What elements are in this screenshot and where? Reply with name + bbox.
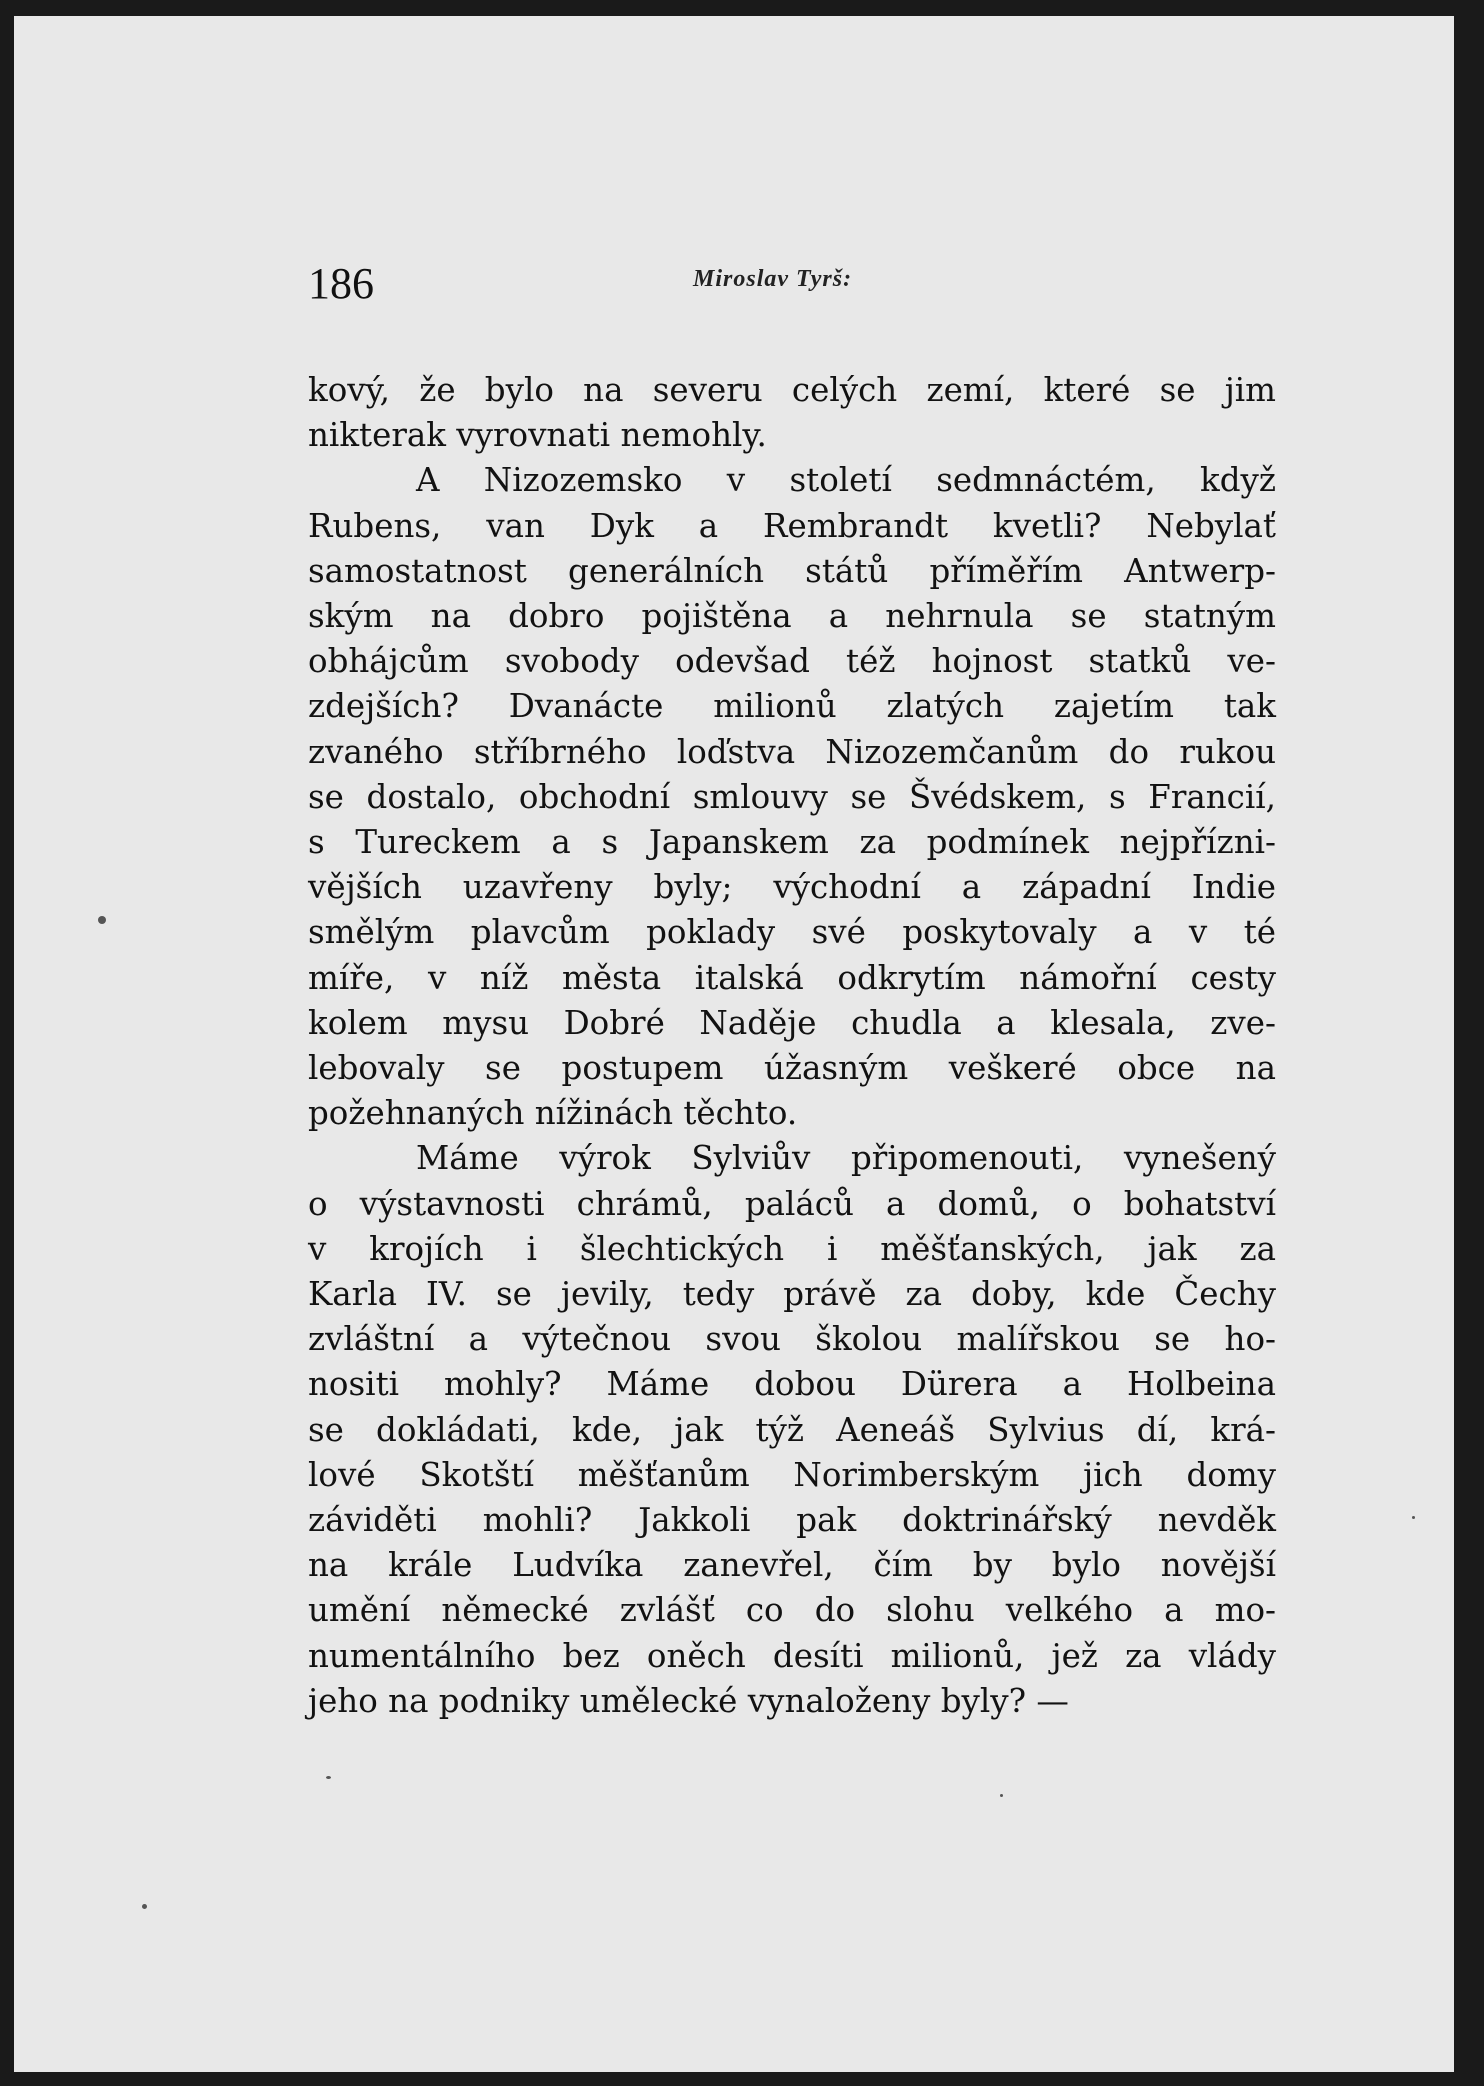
text-line: A Nizozemsko v století sedmnáctém, když	[416, 461, 1276, 500]
text-line: nikterak vyrovnati nemohly.	[308, 416, 767, 455]
text-line: samostatnost generálních států příměřím Antwerp-	[308, 551, 1276, 590]
scan-speck	[1412, 1516, 1415, 1519]
text-line: v krojích i šlechtických i měšťanských, jak za	[308, 1229, 1276, 1268]
text-line: kolem mysu Dobré Naděje chudla a klesala, zve-	[308, 1003, 1276, 1042]
scan-speck	[326, 1776, 331, 1779]
text-line: se dokládati, kde, jak týž Aeneáš Sylvius dí, krá-	[308, 1410, 1276, 1449]
text-line: smělým plavcům poklady své poskytovaly a v té	[308, 913, 1276, 952]
text-line: umění německé zvlášť co do slohu velkého a mo-	[308, 1591, 1276, 1630]
text-line: zdejších? Dvanácte milionů zlatých zajetím tak	[308, 687, 1276, 726]
book-page	[14, 16, 1454, 2072]
text-line: vějších uzavřeny byly; východní a západní Indie	[308, 868, 1276, 907]
text-line: nositi mohly? Máme dobou Dürera a Holbeina	[308, 1365, 1276, 1404]
text-line: se dostalo, obchodní smlouvy se Švédskem, s Francií,	[308, 777, 1276, 816]
text-line: Rubens, van Dyk a Rembrandt kvetli? Nebylať	[308, 506, 1276, 545]
scan-speck	[98, 916, 106, 924]
text-line: kový, že bylo na severu celých zemí, které se jim	[308, 371, 1276, 409]
body-text	[308, 368, 1276, 1724]
text-line: lové Skotští měšťanům Norimberským jich domy	[308, 1455, 1276, 1494]
page-number: 186	[308, 259, 374, 308]
running-head: Miroslav Tyrš:	[693, 266, 853, 292]
text-line: s Tureckem a s Japanskem za podmínek nejpřízni-	[308, 823, 1276, 862]
text-line: jeho na podniky umělecké vynaloženy byly? —	[308, 1681, 1069, 1720]
text-line: zvaného stříbrného loďstva Nizozemčanům do rukou	[308, 732, 1276, 771]
text-line: o výstavnosti chrámů, paláců a domů, o bohatství	[308, 1184, 1276, 1223]
text-line: Máme výrok Sylviův připomenouti, vynešený	[416, 1139, 1276, 1178]
text-line: požehnaných nížinách těchto.	[308, 1094, 798, 1133]
text-line: míře, v níž města italská odkrytím námořní cesty	[308, 958, 1276, 997]
text-line: ským na dobro pojištěna a nehrnula se statným	[308, 597, 1276, 636]
text-line: numentálního bez oněch desíti milionů, jež za vlády	[308, 1636, 1276, 1675]
scan-speck	[1000, 1794, 1003, 1797]
scan-speck	[142, 1904, 147, 1909]
text-line: obhájcům svobody odevšad též hojnost statků ve-	[308, 642, 1276, 681]
text-line: Karla IV. se jevily, tedy právě za doby, kde Čechy	[308, 1275, 1276, 1314]
text-line: zvláštní a výtečnou svou školou malířskou se ho-	[308, 1320, 1276, 1359]
text-line: záviděti mohli? Jakkoli pak doktrinářský nevděk	[308, 1501, 1276, 1540]
text-line: lebovaly se postupem úžasným veškeré obce na	[308, 1049, 1276, 1088]
page-header	[308, 244, 1276, 314]
text-line: na krále Ludvíka zanevřel, čím by bylo novější	[308, 1546, 1276, 1585]
